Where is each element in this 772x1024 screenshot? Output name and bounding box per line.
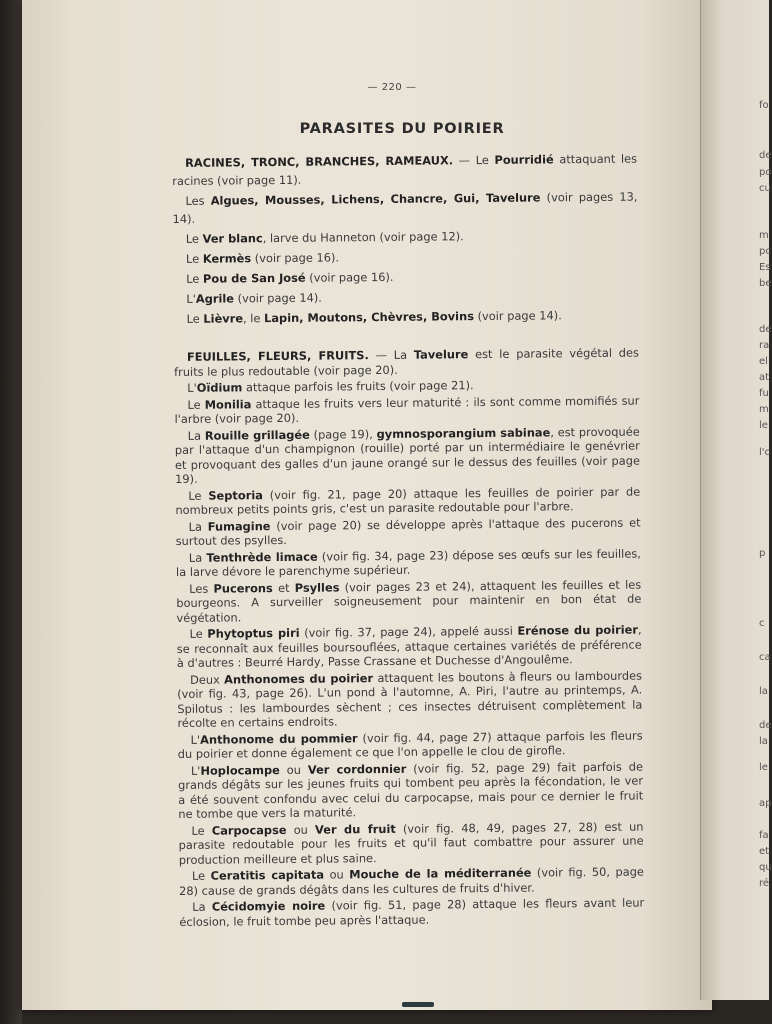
term: Pourridié: [494, 152, 554, 167]
paragraph-pou: [173, 266, 638, 288]
text: est le parasite végétal des fruits le plus redoutable (voir page 20).: [174, 345, 639, 379]
facing-text-fragment: et: [759, 846, 770, 857]
facing-text-fragment: fo: [759, 100, 769, 111]
text: Le: [191, 868, 211, 883]
term: Hoplocampe: [200, 762, 280, 778]
facing-text-fragment: po: [759, 167, 772, 178]
facing-text-fragment: fa: [759, 830, 769, 841]
term: Oïdium: [196, 380, 243, 395]
paragraph-tenthrede: [176, 546, 641, 579]
text: Le: [185, 251, 203, 266]
text: , se reconnaît aux feuilles boursouflées, attaque certaines variétés de préférence à d'autres : Beurré Hardy, Passe Crassane et Duchesse d'Angoulême.: [176, 622, 642, 670]
bookmark-ribbon: [402, 1002, 434, 1007]
facing-text-fragment: la: [759, 686, 768, 697]
facing-text-fragment: le: [759, 762, 768, 773]
facing-text-fragment: c: [759, 618, 765, 629]
facing-text-fragment: m: [759, 404, 769, 415]
text: Les: [185, 193, 211, 208]
text: Le: [186, 311, 204, 326]
text: (voir pages 13, 14).: [172, 189, 638, 226]
text: (voir fig. 37, page 24), appelé aussi: [299, 623, 518, 640]
term: Erénose du poirier: [517, 622, 639, 638]
text: attaque parfois les fruits (voir page 21).: [242, 378, 474, 395]
text: , larve du Hanneton (voir page 12).: [262, 229, 464, 246]
facing-text-fragment: qu: [759, 862, 772, 873]
paragraph-carpocapse: [178, 819, 643, 867]
book-page: [22, 0, 712, 1010]
paragraph-roots: [172, 150, 637, 190]
paragraph-agrile: [173, 286, 638, 308]
text: ou: [286, 822, 316, 837]
facing-text-fragment: le: [759, 420, 768, 431]
text: Le: [185, 231, 203, 246]
text: (voir page 16).: [251, 250, 340, 266]
term: Ver blanc: [202, 231, 263, 246]
text: attaquant les racines (voir page 11).: [172, 151, 638, 188]
text: L': [186, 291, 196, 306]
facing-text-fragment: Es: [759, 262, 771, 273]
term: Fumagine: [207, 518, 271, 534]
term: Lapin, Moutons, Chèvres, Bovins: [263, 309, 475, 326]
term: Ver du fruit: [314, 821, 396, 837]
facing-text-fragment: at: [759, 372, 770, 383]
text: (voir page 14).: [233, 290, 322, 306]
text: La: [192, 899, 212, 914]
text: (voir fig. 21, page 20) attaque les feuilles de poirier par de nombreux petits points gris, c'est un parasite redoutable pour l'arbre.: [175, 484, 641, 517]
text: La: [187, 428, 205, 443]
text: ou: [279, 762, 308, 777]
facing-text-fragment: ca: [759, 652, 771, 663]
facing-text-fragment: de: [759, 150, 772, 161]
paragraph-hoplocampe: [178, 759, 644, 821]
term: Phytoptus piri: [207, 625, 300, 641]
text: L': [190, 732, 201, 747]
text: L': [187, 380, 197, 395]
text: (voir page 20) se développe après l'attaque des pucerons et surtout des psylles.: [175, 515, 641, 548]
facing-text-fragment: fu: [759, 388, 769, 399]
term: Pou de San José: [202, 270, 306, 286]
text: Le: [188, 488, 209, 503]
text: ou: [323, 867, 350, 882]
facing-text-fragment: de: [759, 720, 772, 731]
paragraph-pucerons: [176, 577, 641, 625]
term: Septoria: [208, 487, 263, 503]
paragraph-oidium: [174, 377, 639, 396]
text: , le: [242, 311, 265, 326]
text: (voir fig. 52, page 29) fait parfois de grands dégâts sur les jeunes fruits qui tombent peu après la fécondation, le ver a été souvent confondu avec celui du carpocapse, mais pour ce dernier le fruit ne tombe que vers la maturité.: [177, 759, 644, 821]
text: Deux: [189, 672, 225, 687]
paragraph-phytoptus: [177, 623, 642, 671]
text: Le: [187, 397, 205, 412]
facing-text-fragment: el: [759, 356, 768, 367]
facing-page: [700, 0, 772, 1000]
text: , est provoquée par l'attaque d'un champignon (rouille) porté par un intermédiaire le genévrier et provoquant des galles d'un jaune orangé sur le dessus des feuilles (voir page 19).: [174, 424, 641, 486]
term: Tavelure: [413, 347, 469, 362]
text: (voir page 16).: [305, 269, 394, 285]
paragraph-monilia: [174, 393, 639, 426]
section-heading: RACINES, TRONC, BRANCHES, RAMEAUX.: [185, 153, 454, 170]
facing-text-fragment: de: [759, 324, 772, 335]
paragraph-lievre: [173, 306, 638, 328]
text: (voir fig. 50, page 28) cause de grands dégâts dans les cultures de fruits d'hiver.: [179, 864, 644, 898]
term: Monilia: [204, 396, 252, 412]
text: Le: [186, 271, 204, 286]
facing-text-fragment: be: [759, 278, 772, 289]
facing-text-fragment: p: [759, 548, 766, 559]
term: Ceratitis capitata: [210, 867, 325, 883]
text: attaquent les boutons à fleurs ou lambourdes (voir fig. 43, page 26). L'un pond à l'automne, A. Piri, l'autre au printemps, A. Spilotus : les lambourdes sèchent ; ces insectes détruisent complètement la récolte en certains endroits.: [177, 668, 643, 730]
text: (voir fig. 44, page 27) attaque parfois les fleurs du poirier et donne également ce que l'on appelle le clou de girofle.: [177, 728, 643, 761]
term: Cécidomyie noire: [211, 898, 326, 914]
term: Pucerons: [213, 580, 273, 596]
term: Carpocapse: [211, 822, 287, 838]
paragraph-rouille: [175, 424, 641, 486]
text: Le: [189, 626, 208, 641]
paragraph-feuilles: [174, 346, 639, 379]
text: La: [188, 519, 208, 534]
facing-text-fragment: ré: [759, 878, 770, 889]
term: Lièvre: [203, 311, 244, 326]
term: Anthonomes du poirier: [224, 670, 374, 687]
term: Kermès: [202, 251, 252, 266]
text: L': [190, 763, 201, 778]
page-content: [172, 150, 644, 931]
term: Rouille grillagée: [204, 427, 310, 443]
text: La: [188, 550, 207, 565]
text: et: [272, 580, 295, 595]
text: Les: [189, 581, 214, 596]
facing-text-fragment: pc: [759, 246, 771, 257]
text: Le: [191, 823, 212, 838]
term: Anthonome du pommier: [200, 730, 358, 747]
term: Ver cordonnier: [307, 761, 407, 777]
text: (voir page 14).: [473, 308, 562, 324]
page-title: PARASITES DU POIRIER: [299, 121, 505, 137]
section-heading: FEUILLES, FLEURS, FRUITS.: [186, 348, 369, 364]
text: (voir fig. 51, page 28) attaque les fleurs avant leur éclosion, le fruit tombe peu après l'attaque.: [179, 895, 645, 929]
facing-text-fragment: ap: [759, 798, 772, 809]
paragraph-algues: [172, 188, 637, 228]
text: (page 19),: [309, 426, 377, 442]
text: (voir fig. 48, 49, pages 27, 28) est un parasite redoutable pour les fruits et qu'il faut combattre pour assurer une production meilleure et plus saine.: [178, 819, 644, 867]
book-edge-shadow: [0, 0, 22, 1024]
term: Algues, Mousses, Lichens, Chancre, Gui, Tavelure: [210, 190, 541, 208]
facing-text-fragment: la: [759, 736, 768, 747]
term: Psylles: [294, 579, 340, 595]
text: (voir pages 23 et 24), attaquent les feuilles et les bourgeons. A surveiller soigneusement pour maintenir en bon état de végétation.: [176, 577, 642, 625]
text: — La: [368, 347, 414, 363]
paragraph-ver-blanc: [173, 226, 638, 248]
text: (voir fig. 34, page 23) dépose ses œufs sur les feuilles, la larve dévore le parenchyme supérieur.: [175, 546, 641, 579]
facing-text-fragment: cu: [759, 183, 771, 194]
facing-text-fragment: ra: [759, 340, 770, 351]
term: Tenthrède limace: [206, 549, 318, 565]
paragraph-anthonomes-poirier: [177, 668, 643, 730]
paragraph-ceratitis: [179, 865, 644, 898]
facing-text-fragment: l'c: [759, 447, 771, 458]
facing-text-fragment: m: [759, 230, 769, 241]
paragraph-fumagine: [176, 515, 641, 548]
term: Agrile: [195, 291, 235, 306]
paragraph-anthonome-pommier: [178, 728, 643, 761]
page-number: — 220 —: [367, 82, 417, 93]
text: — Le: [452, 152, 495, 168]
term: Mouche de la méditerranée: [349, 865, 532, 882]
paragraph-cecidomyie: [179, 896, 644, 929]
paragraph-septoria: [175, 484, 640, 517]
text: attaque les fruits vers leur maturité : ils sont comme momifiés sur l'arbre (voir page 20).: [174, 393, 640, 426]
term: gymnosporangium sabinae: [376, 424, 551, 441]
paragraph-kermes: [173, 246, 638, 268]
